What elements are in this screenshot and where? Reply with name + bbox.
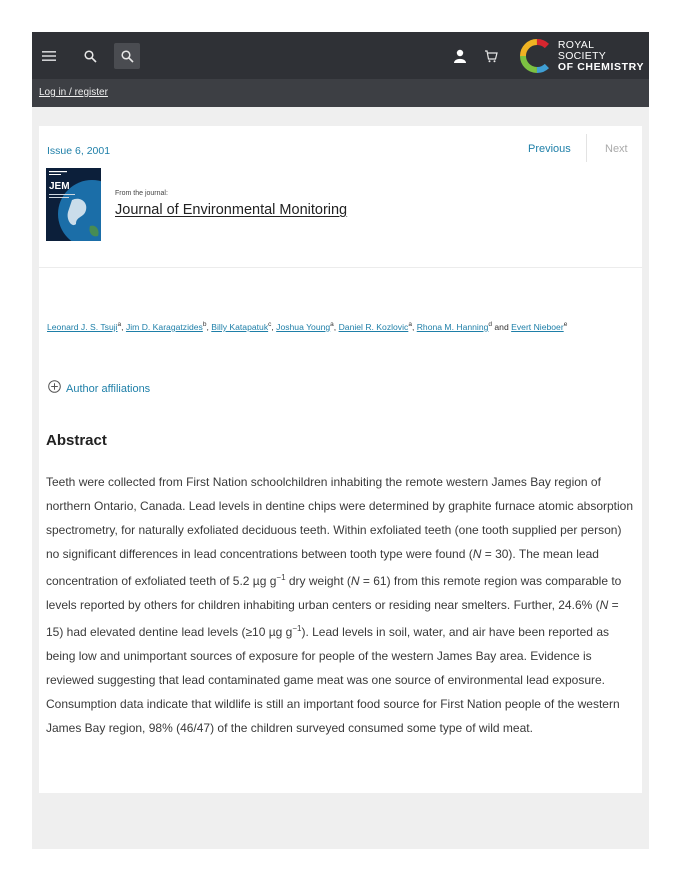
author-link[interactable]: Billy Katapatuk	[211, 321, 269, 332]
abstract-segment: = 15) had elevated dentine lead levels (≥10 µg g	[46, 598, 619, 639]
author-list: Leonard J. S. Tsuji$^a$, Jim D. Karagatzides$^b$, Billy Katapatuk$^c$, Joshua Young$^a$, Daniel R. Kozlovic$^a$, Rhona M. Hanning$^d$ and Evert Nieboer$^e$	[47, 321, 568, 332]
issue-link[interactable]: Issue 6, 2001	[47, 145, 111, 157]
author-link[interactable]: Evert Nieboer	[511, 321, 564, 332]
page-frame	[32, 32, 649, 849]
plus-circle-icon	[48, 380, 61, 398]
logo-line-1: ROYAL SOCIETY	[557, 38, 607, 62]
login-register-link[interactable]: Log in / register	[39, 87, 108, 98]
previous-article-link[interactable]: Previous	[528, 143, 571, 155]
menu-icon[interactable]	[40, 44, 58, 68]
author-superscript: c	[268, 321, 272, 328]
user-icon[interactable]	[450, 44, 470, 68]
author-superscript: a	[117, 321, 122, 328]
abstract-heading: Abstract	[46, 432, 107, 449]
author-link[interactable]: Leonard J. S. Tsuji	[47, 321, 118, 332]
author-superscript: d	[488, 321, 493, 328]
author-link[interactable]: Daniel R. Kozlovic	[338, 321, 409, 332]
abstract-superscript: −1	[276, 573, 286, 582]
abstract-segment: = 30). The mean lead concentration of exfoliated teeth of 5.2 µg g	[46, 547, 599, 588]
top-navigation-bar	[32, 32, 649, 79]
author-link[interactable]: Jim D. Karagatzides	[125, 321, 203, 332]
rsc-logo-text	[558, 40, 645, 73]
rsc-logo[interactable]	[520, 38, 645, 74]
journal-cover-label: JEM	[49, 181, 70, 192]
abstract-superscript: −1	[292, 624, 302, 633]
search-icon[interactable]	[80, 44, 100, 68]
author-superscript: b	[202, 321, 207, 328]
nav-divider	[586, 134, 587, 162]
next-article-link[interactable]: Next	[605, 143, 628, 155]
article-card	[39, 126, 642, 793]
logo-line-2: OF CHEMISTRY	[557, 60, 645, 73]
section-divider	[39, 267, 642, 268]
abstract-segment: ). Lead levels in soil, water, and air have been reported as being low and unimportant sources of exposure for people of the western James Bay area. Evidence is reviewed suggesting that lead contaminated game meat was one source of environmental lead exposure. Consumption data indicate that wildlife is still an important food source for First Nation people of the western James Bay region, 98% (46/47) of the children surveyed consumed some type of wild meat.	[46, 625, 620, 735]
abstract-text	[46, 470, 638, 740]
abstract-segment: = 61) from this remote region was comparable to levels reported by others for children inhabiting urban centers or residing near smelters. Further, 24.6% (	[46, 574, 622, 612]
search-icon[interactable]	[114, 43, 140, 69]
journal-title-link[interactable]: Journal of Environmental Monitoring	[115, 202, 348, 218]
author-affiliations-toggle[interactable]	[48, 380, 150, 398]
rsc-logo-mark	[520, 39, 554, 73]
cart-icon[interactable]	[480, 44, 502, 68]
abstract-variable: N	[599, 598, 609, 612]
abstract-segment: dry weight (	[285, 574, 351, 588]
author-link[interactable]: Joshua Young	[276, 321, 331, 332]
abstract-segment: Teeth were collected from First Nation schoolchildren inhabiting the remote western James Bay region of northern Ontario, Canada. Lead levels in dentine chips were determined by graphite furnace atomic absorption spectrometry, for naturally exfoliated deciduous teeth. Within exfoliated teeth (one tooth supplied per person) no significant differences in lead concentrations between tooth type were found (	[46, 475, 634, 561]
login-bar	[32, 79, 649, 107]
author-affiliations-label: Author affiliations	[66, 383, 151, 395]
author-superscript: e	[563, 321, 568, 328]
author-superscript: a	[330, 321, 334, 328]
abstract-variable: N	[472, 547, 482, 561]
abstract-variable: N	[350, 574, 360, 588]
from-journal-label: From the journal:	[115, 190, 168, 197]
journal-cover-image[interactable]	[46, 168, 101, 241]
author-conjunction: and	[494, 321, 509, 332]
author-superscript: a	[408, 321, 412, 328]
author-link[interactable]: Rhona M. Hanning	[416, 321, 489, 332]
